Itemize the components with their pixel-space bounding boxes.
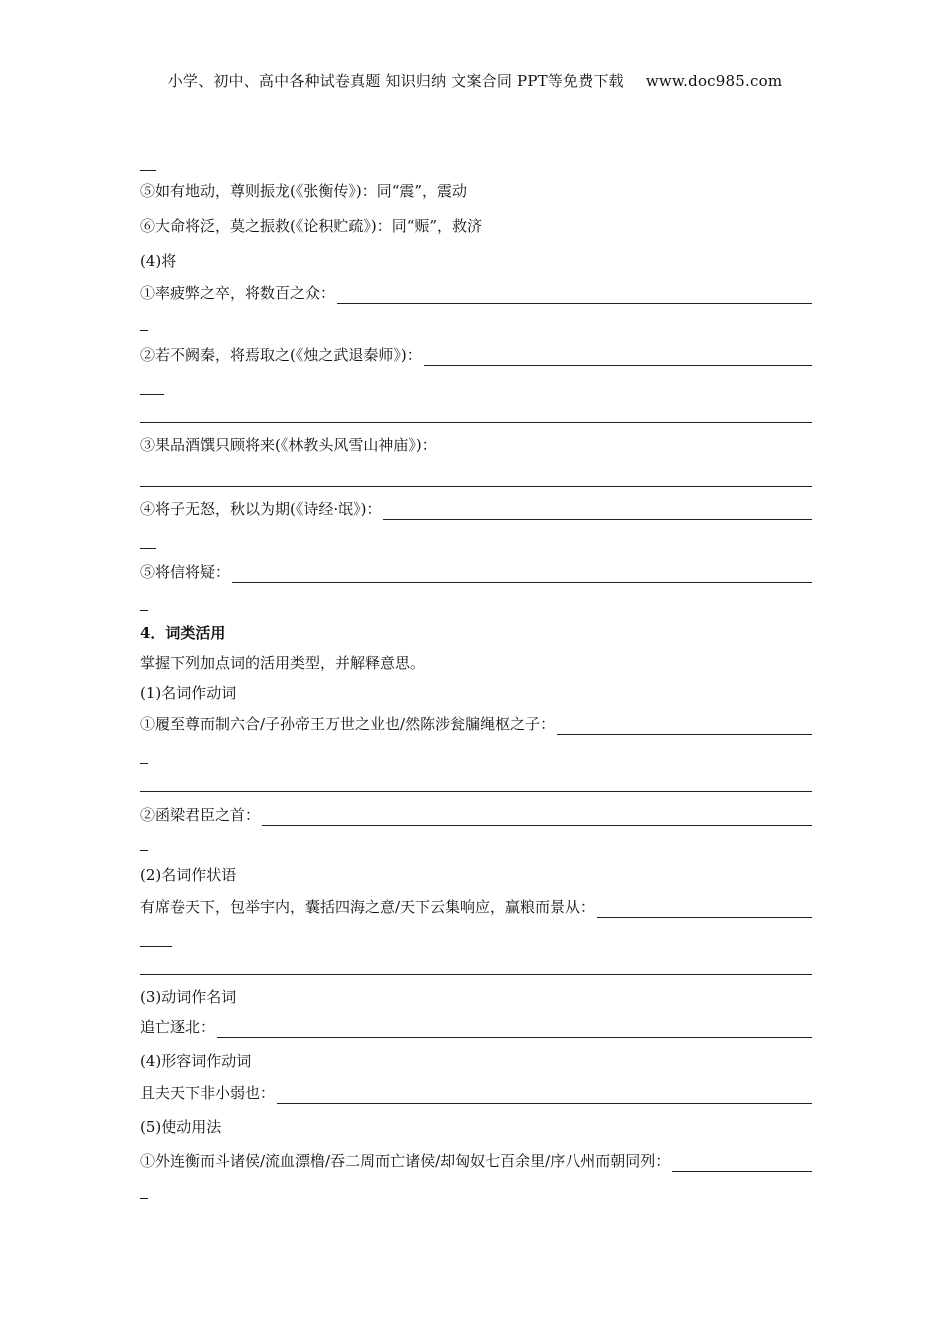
question-causative-1: ①外连衡而斗诸侯/流血漂橹/吞二周而亡诸侯/却匈奴七百余里/序八州而朝同列： [140,1150,812,1172]
page-header [0,70,950,91]
answer-line-continuation [140,394,164,395]
question-jiang-3: ③果品酒馔只顾将来(《林教头风雪山神庙》)： [140,436,437,454]
category-causative: (5)使动用法 [140,1118,222,1136]
answer-line[interactable] [140,486,812,487]
answer-blank[interactable] [262,811,812,826]
category-adjective-as-verb: (4)形容词作动词 [140,1052,252,1070]
answer-blank[interactable] [557,720,812,735]
answer-blank[interactable] [383,505,812,520]
header-title: 小学、初中、高中各种试卷真题 知识归纳 文案合同 PPT等免费下载 [167,72,624,90]
category-verb-as-noun: (3)动词作名词 [140,988,237,1006]
answer-line-continuation [140,850,148,851]
answer-blank[interactable] [424,351,812,366]
question-noun-adverbial: 有席卷天下，包举宇内，囊括四海之意/天下云集响应，赢粮而景从： [140,896,812,918]
question-jiang-2: ②若不阙秦，将焉取之(《烛之武退秦师》)： [140,344,812,366]
answer-line-continuation [140,946,172,947]
question-jiang-1: ①率疲弊之卒，将数百之众： [140,282,812,304]
answer-line-continuation [140,1198,148,1199]
header-site: www.doc985.com [645,72,783,90]
question-adjective-verb: 且夫天下非小弱也： [140,1082,812,1104]
category-noun-as-verb: (1)名词作动词 [140,684,237,702]
question-jiang-4: ④将子无怒，秋以为期(《诗经·氓》)： [140,498,812,520]
question-verb-noun: 追亡逐北： [140,1016,812,1038]
answer-line-continuation [140,170,156,171]
item-zhen-6: ⑥大命将泛，莫之振救(《论积贮疏》)：同“赈”，救济 [140,217,483,235]
section-intro: 掌握下列加点词的活用类型，并解释意思。 [140,654,426,672]
question-jiang-5: ⑤将信将疑： [140,561,812,583]
question-noun-verb-2: ②函梁君臣之首： [140,804,812,826]
heading-jiang: (4)将 [140,252,177,270]
answer-line[interactable] [140,791,812,792]
answer-blank[interactable] [597,903,812,918]
answer-line[interactable] [140,974,812,975]
answer-line-continuation [140,330,148,331]
answer-line[interactable] [140,422,812,423]
answer-blank[interactable] [217,1023,812,1038]
answer-blank[interactable] [232,568,812,583]
section-heading-4: 4．词类活用 [140,624,226,642]
category-noun-as-adverbial: (2)名词作状语 [140,866,237,884]
answer-line-continuation [140,548,156,549]
question-noun-verb-1: ①履至尊而制六合/子孙帝王万世之业也/然陈涉瓮牖绳枢之子： [140,713,812,735]
answer-blank[interactable] [277,1089,812,1104]
answer-line-continuation [140,610,148,611]
answer-blank[interactable] [337,289,812,304]
item-zhen-5: ⑤如有地动，尊则振龙(《张衡传》)：同“震”，震动 [140,182,468,200]
answer-line-continuation [140,763,148,764]
answer-blank[interactable] [672,1157,812,1172]
